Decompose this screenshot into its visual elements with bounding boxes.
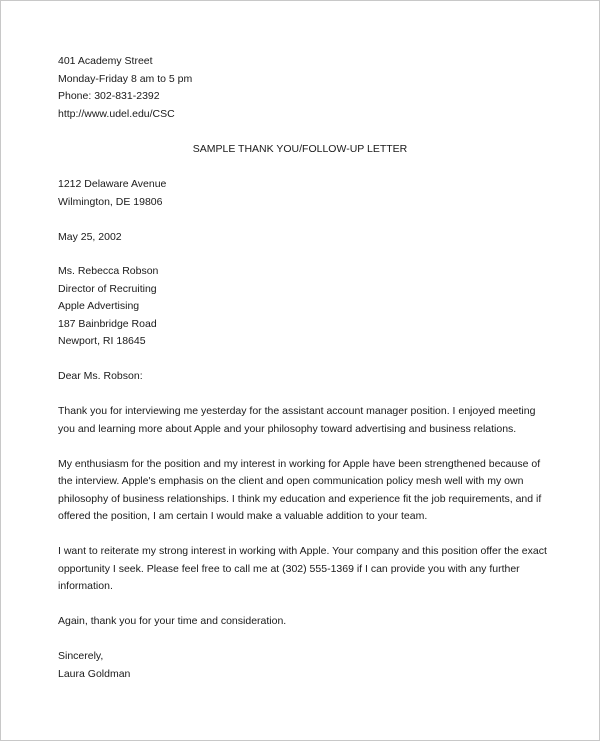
office-hours: Monday-Friday 8 am to 5 pm — [58, 73, 193, 85]
recipient-name: Ms. Rebecca Robson — [58, 265, 159, 277]
closing: Sincerely, — [58, 650, 104, 662]
paragraph-4-line-1: Again, thank you for your time and consideration. — [58, 615, 287, 627]
paragraph-2-line-2: the interview. Apple's emphasis on the client and open communication policy mesh well with my own — [58, 475, 524, 487]
office-phone: Phone: 302-831-2392 — [58, 90, 160, 102]
recipient-company: Apple Advertising — [58, 300, 140, 312]
letter-date: May 25, 2002 — [58, 231, 122, 243]
paragraph-2-line-1: My enthusiasm for the position and my interest in working for Apple have been strengthened because of — [58, 458, 541, 470]
paragraph-3-line-2: opportunity I seek. Please feel free to call me at (302) 555-1369 if I can provide you with any further — [58, 563, 520, 575]
paragraph-3-line-1: I want to reiterate my strong interest in working with Apple. Your company and this position offer the exact — [58, 545, 547, 557]
sender-street: 1212 Delaware Avenue — [58, 178, 167, 190]
paragraph-3-line-3: information. — [58, 580, 113, 592]
recipient-street: 187 Bainbridge Road — [58, 318, 157, 330]
paragraph-2-line-4: offered the position, I am certain I would make a valuable addition to your team. — [58, 510, 428, 522]
office-url: http://www.udel.edu/CSC — [58, 108, 175, 120]
recipient-title: Director of Recruiting — [58, 283, 157, 295]
paragraph-1-line-1: Thank you for interviewing me yesterday for the assistant account manager position. I enjoyed meeting — [58, 405, 536, 417]
recipient-city: Newport, RI 18645 — [58, 335, 146, 347]
signature-name: Laura Goldman — [58, 668, 131, 680]
paragraph-1-line-2: you and learning more about Apple and your philosophy toward advertising and business relations. — [58, 423, 517, 435]
office-address: 401 Academy Street — [58, 55, 153, 67]
sender-city: Wilmington, DE 19806 — [58, 196, 163, 208]
paragraph-2-line-3: philosophy of business relationships. I think my education and experience fit the job requirements, and if — [58, 493, 542, 505]
letter-title: SAMPLE THANK YOU/FOLLOW-UP LETTER — [192, 143, 408, 155]
salutation: Dear Ms. Robson: — [58, 370, 143, 382]
